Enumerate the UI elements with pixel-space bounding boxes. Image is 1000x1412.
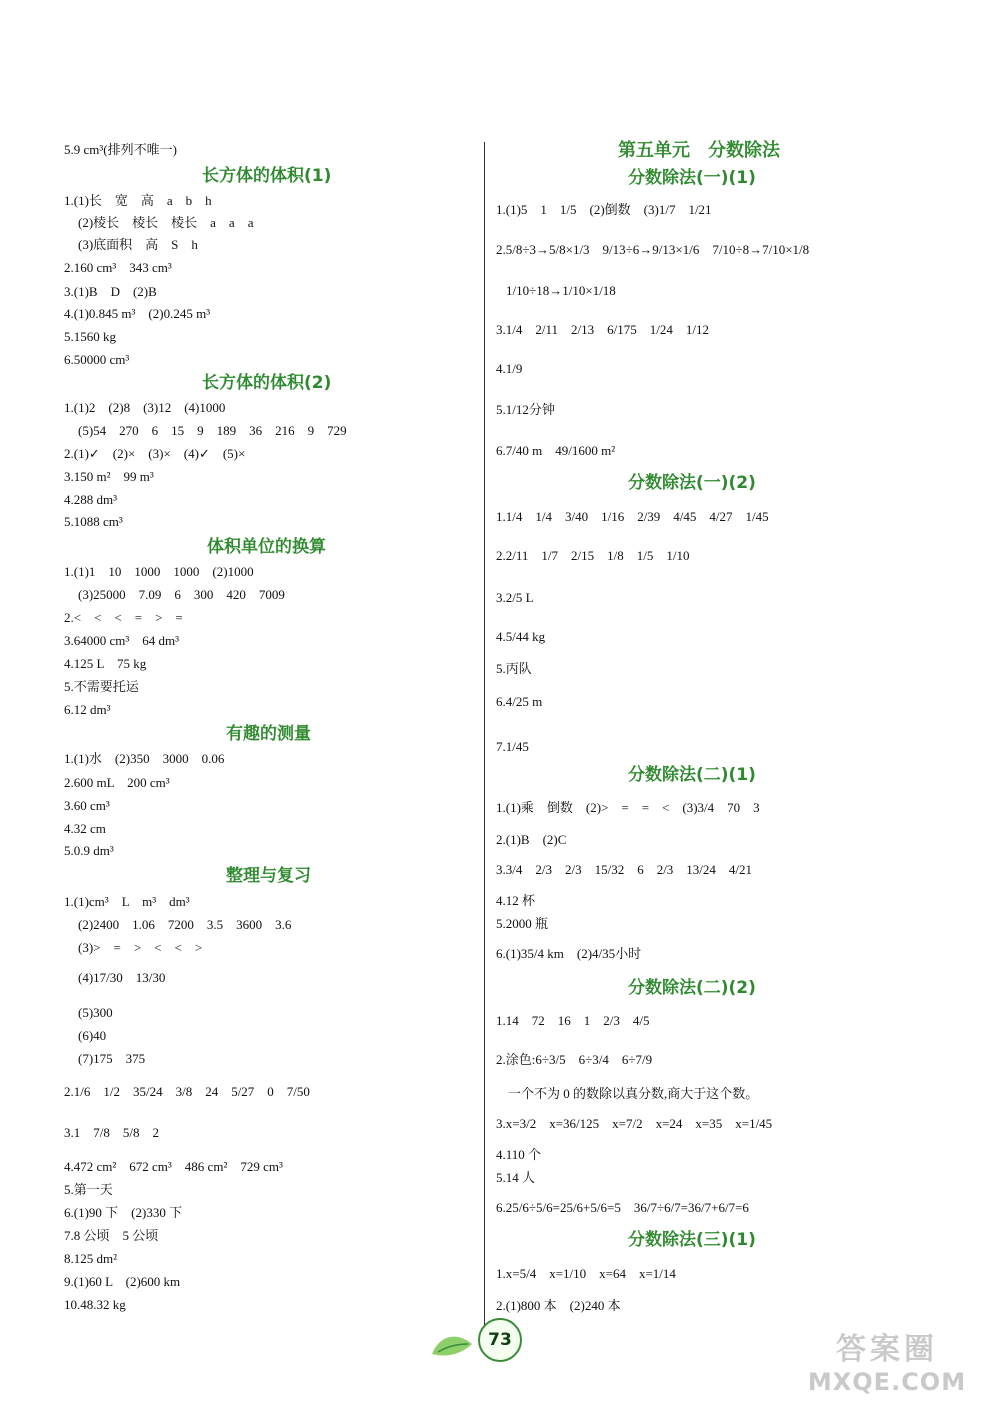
- answer-line: 1/10÷18→1/10×1/18: [506, 283, 616, 298]
- watermark-text: 答案圈: [836, 1332, 938, 1367]
- answer-line: (4)17/30 13/30: [78, 970, 166, 985]
- answer-line: 5.丙队: [496, 661, 532, 676]
- answer-line: 4.12 杯: [496, 893, 536, 908]
- answer-line: 3.60 cm³: [64, 798, 110, 813]
- unit-title: 第五单元 分数除法: [618, 140, 780, 161]
- answer-line: 6.12 dm³: [64, 702, 111, 717]
- answer-line: 3.x=3/2 x=36/125 x=7/2 x=24 x=35 x=1/45: [496, 1116, 773, 1131]
- answer-line: 2.160 cm³ 343 cm³: [64, 260, 172, 275]
- answer-line: 1.1/4 1/4 3/40 1/16 2/39 4/45 4/27 1/45: [496, 509, 769, 524]
- answer-line: (3)25000 7.09 6 300 420 7009: [78, 587, 285, 602]
- leaf-decoration-icon: [428, 1324, 478, 1364]
- answer-line: (3)> = > < < >: [78, 940, 203, 955]
- answer-line: 2.(1)800 本 (2)240 本: [496, 1298, 621, 1313]
- answer-line: (2)2400 1.06 7200 3.5 3600 3.6: [78, 917, 292, 932]
- watermark-url: MXQE.COM: [807, 1368, 967, 1396]
- answer-line: 1.(1)1 10 1000 1000 (2)1000: [64, 564, 254, 579]
- section-heading: 有趣的测量: [226, 724, 311, 744]
- answer-line: 2.涂色:6÷3/5 6÷3/4 6÷7/9: [496, 1052, 653, 1067]
- answer-line: 4.110 个: [496, 1147, 542, 1162]
- answer-line: 6.7/40 m 49/1600 m²: [496, 443, 616, 458]
- answer-line: 10.48.32 kg: [64, 1297, 126, 1312]
- section-heading: 分数除法(三)(1): [628, 1230, 756, 1250]
- answer-line: 6.(1)90 下 (2)330 下: [64, 1205, 183, 1220]
- answer-line: 5.9 cm³(排列不唯一): [64, 142, 177, 157]
- answer-line: 5.第一天: [64, 1182, 113, 1197]
- answer-line: 4.32 cm: [64, 821, 106, 836]
- answer-line: 6.25/6÷5/6=25/6+5/6=5 36/7÷6/7=36/7+6/7=6: [496, 1200, 749, 1215]
- answer-line: 4.472 cm² 672 cm³ 486 cm² 729 cm³: [64, 1159, 283, 1174]
- section-heading: 整理与复习: [226, 866, 311, 886]
- answer-line: (5)54 270 6 15 9 189 36 216 9 729: [78, 423, 347, 438]
- answer-line: 3.(1)B D (2)B: [64, 284, 157, 299]
- answer-line: (3)底面积 高 S h: [78, 237, 198, 252]
- section-heading: 分数除法(一)(2): [628, 473, 756, 493]
- answer-line: 3.150 m² 99 m³: [64, 469, 154, 484]
- answer-line: 9.(1)60 L (2)600 km: [64, 1274, 181, 1289]
- answer-line: 5.1088 cm³: [64, 514, 123, 529]
- answer-line: 7.1/45: [496, 739, 529, 754]
- answer-line: 4.1/9: [496, 361, 523, 376]
- answer-line: 1.(1)5 1 1/5 (2)倒数 (3)1/7 1/21: [496, 202, 712, 217]
- answer-line: 2.< < < = > =: [64, 610, 183, 625]
- answer-line: 1.(1)2 (2)8 (3)12 (4)1000: [64, 400, 226, 415]
- answer-line: (5)300: [78, 1005, 113, 1020]
- section-heading: 分数除法(二)(2): [628, 978, 756, 998]
- answer-line: 2.(1)B (2)C: [496, 832, 567, 847]
- answer-line: 5.1/12分钟: [496, 402, 555, 417]
- answer-line: (2)棱长 棱长 棱长 a a a: [78, 215, 254, 230]
- answer-line: 5.2000 瓶: [496, 916, 549, 931]
- answer-line: (6)40: [78, 1028, 107, 1043]
- answer-line: 2.2/11 1/7 2/15 1/8 1/5 1/10: [496, 548, 690, 563]
- answer-line: 一个不为 0 的数除以真分数,商大于这个数。: [508, 1086, 759, 1101]
- page-number: 73: [478, 1318, 522, 1362]
- section-heading: 分数除法(二)(1): [628, 765, 756, 785]
- answer-line: 1.(1)乘 倒数 (2)> = = < (3)3/4 70 3: [496, 800, 760, 815]
- column-divider: [484, 142, 485, 1330]
- answer-line: 6.50000 cm³: [64, 352, 130, 367]
- answer-line: 3.3/4 2/3 2/3 15/32 6 2/3 13/24 4/21: [496, 862, 753, 877]
- answer-line: 3.2/5 L: [496, 590, 534, 605]
- answer-line: 4.(1)0.845 m³ (2)0.245 m³: [64, 306, 211, 321]
- answer-line: 5.1560 kg: [64, 329, 116, 344]
- answer-line: 4.5/44 kg: [496, 629, 546, 644]
- answer-line: 1.14 72 16 1 2/3 4/5: [496, 1013, 650, 1028]
- answer-line: 5.0.9 dm³: [64, 843, 114, 858]
- answer-line: (7)175 375: [78, 1051, 146, 1066]
- section-heading: 分数除法(一)(1): [628, 168, 756, 188]
- answer-line: 2.(1)✓ (2)× (3)× (4)✓ (5)×: [64, 446, 246, 461]
- answer-line: 2.5/8÷3→5/8×1/3 9/13÷6→9/13×1/6 7/10÷8→7/10×1/8: [496, 242, 810, 257]
- answer-line: 2.600 mL 200 cm³: [64, 775, 170, 790]
- answer-line: 7.8 公顷 5 公顷: [64, 1228, 159, 1243]
- page-number-badge: [428, 1316, 538, 1364]
- answer-line: 3.64000 cm³ 64 dm³: [64, 633, 180, 648]
- section-heading: 体积单位的换算: [207, 537, 326, 557]
- answer-line: 4.288 dm³: [64, 492, 118, 507]
- answer-line: 3.1/4 2/11 2/13 6/175 1/24 1/12: [496, 322, 709, 337]
- answer-line: 5.不需要托运: [64, 679, 139, 694]
- answer-line: 6.(1)35/4 km (2)4/35小时: [496, 946, 642, 961]
- answer-line: 5.14 人: [496, 1170, 536, 1185]
- watermark: [782, 1324, 992, 1404]
- answer-line: 3.1 7/8 5/8 2: [64, 1125, 159, 1140]
- answer-line: 1.(1)长 宽 高 a b h: [64, 193, 212, 208]
- answer-line: 1.(1)cm³ L m³ dm³: [64, 894, 190, 909]
- section-heading: 长方体的体积(2): [202, 373, 332, 393]
- section-heading: 长方体的体积(1): [202, 166, 332, 186]
- answer-line: 4.125 L 75 kg: [64, 656, 147, 671]
- answer-line: 1.x=5/4 x=1/10 x=64 x=1/14: [496, 1266, 676, 1281]
- answer-line: 6.4/25 m: [496, 694, 543, 709]
- answer-line: 8.125 dm²: [64, 1251, 118, 1266]
- answer-line: 1.(1)水 (2)350 3000 0.06: [64, 751, 225, 766]
- answer-line: 2.1/6 1/2 35/24 3/8 24 5/27 0 7/50: [64, 1084, 310, 1099]
